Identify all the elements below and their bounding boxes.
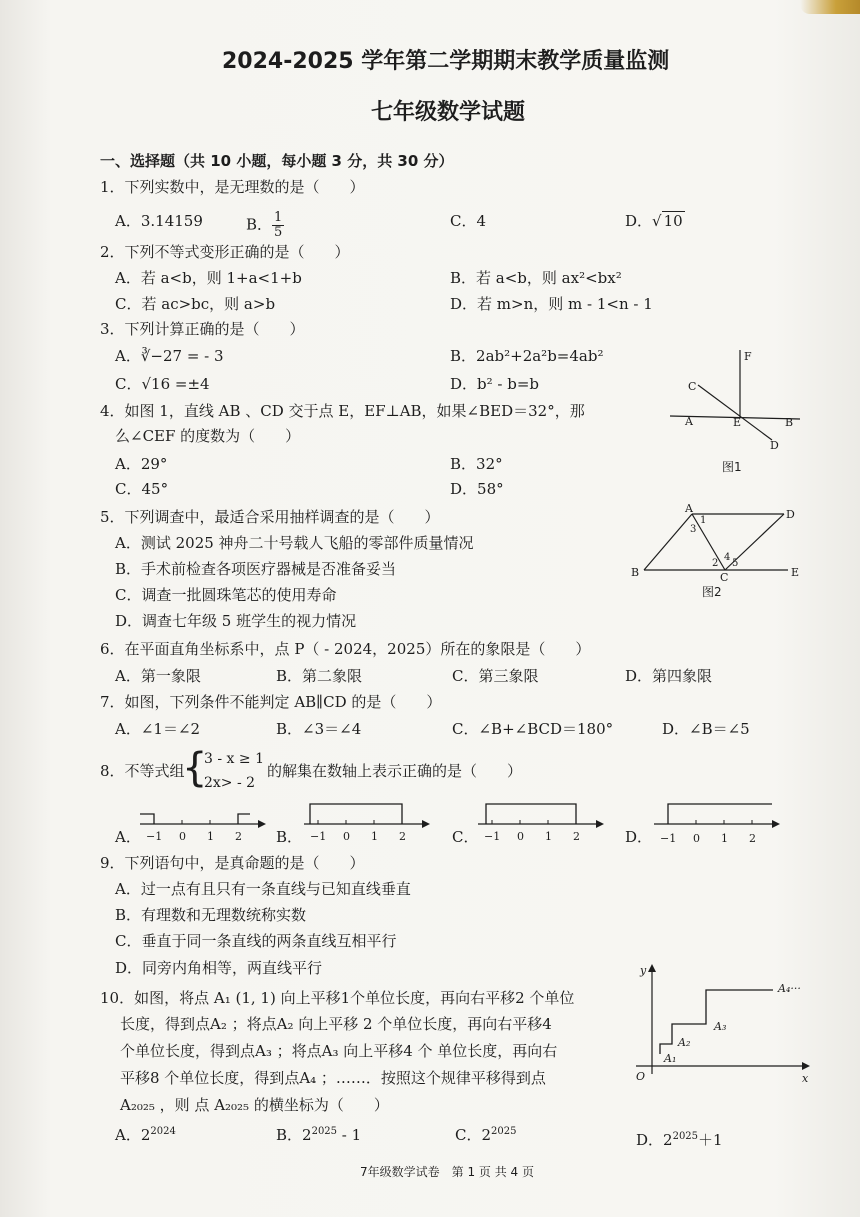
svg-text:0: 0: [693, 832, 700, 845]
fig1-label-F: F: [744, 350, 752, 363]
q6-option-c: C．第三象限: [452, 667, 539, 685]
page-footer: 7年级数学试卷 第 1 页 共 4 页: [360, 1165, 534, 1179]
q8-option-a: A．: [115, 828, 141, 846]
q8-numberline-b: [304, 800, 434, 848]
q8-numberline-a: [140, 800, 270, 848]
q10-fig-x-label: x: [802, 1072, 809, 1085]
q10-fig-y-label: y: [640, 964, 647, 977]
svg-text:−1: −1: [660, 832, 677, 845]
q3-stem: 3．下列计算正确的是（ ）: [100, 320, 305, 338]
q6-option-d: D．第四象限: [625, 667, 713, 685]
q4-option-b: B．32°: [450, 455, 503, 473]
fig2-label-A: A: [685, 502, 693, 515]
q10-line4: 平移8 个单位长度，得到点A₄ ；……．按照这个规律平移得到点: [120, 1069, 546, 1087]
svg-text:−1: −1: [146, 830, 163, 843]
q10-fig-A1: A₁: [664, 1052, 677, 1065]
q10-fig-origin: O: [636, 1070, 646, 1083]
fig1-label-C: C: [688, 380, 697, 393]
q7-stem: 7．如图，下列条件不能判定 AB∥CD 的是（ ）: [100, 693, 442, 711]
q10-line5: A₂₀₂₅ ，则 点 A₂₀₂₅ 的横坐标为（ ）: [120, 1096, 389, 1114]
q3-option-b: B．2ab²+2a²b=4ab²: [450, 347, 604, 365]
figure-1-diagram: [670, 345, 810, 475]
q3-option-c: C．√16 =±4: [115, 375, 210, 393]
svg-text:−1: −1: [484, 830, 501, 843]
q8-inequality-2: 2x> - 2: [204, 775, 256, 791]
svg-text:−1: −1: [310, 830, 327, 843]
fig1-label-E: E: [733, 416, 742, 429]
q8-inequality-1: 3 - x ≥ 1: [204, 751, 264, 767]
fig1-label-D: D: [770, 439, 779, 452]
q4-option-c: C．45°: [115, 480, 169, 498]
q9-option-d: D．同旁内角相等，两直线平行: [115, 959, 323, 977]
q1-option-c: C．4: [450, 212, 487, 230]
svg-text:0: 0: [517, 830, 524, 843]
q1-option-b: B． $\frac{1}{5}$: [246, 210, 283, 240]
q10-line2: 长度，得到点A₂ ；将点A₂ 向上平移 2 个单位长度，再向右平移4: [120, 1015, 552, 1033]
svg-text:1: 1: [371, 830, 378, 843]
fig2-label-E: E: [791, 566, 800, 579]
q3-option-a: A．∛−27 = - 3: [115, 347, 224, 365]
q10-coordinate-figure: [628, 962, 818, 1087]
fig2-angle-5: 5: [732, 558, 739, 569]
q4-stem-line1: 4．如图 1，直线 AB 、CD 交于点 E，EF⊥AB，如果∠BED＝32°，那: [100, 402, 585, 420]
q5-option-a: A．测试 2025 神舟二十号载人飞船的零部件质量情况: [115, 534, 474, 552]
fig2-angle-4: 4: [724, 552, 731, 563]
q5-option-b: B．手术前检查各项医疗器械是否准备妥当: [115, 560, 397, 578]
q6-option-a: A．第一象限: [115, 667, 201, 685]
q8-stem-prefix: 8．不等式组: [100, 762, 185, 780]
q8-numberline-d: [654, 800, 784, 848]
q6-option-b: B．第二象限: [276, 667, 363, 685]
page-corner-decoration: [800, 0, 860, 14]
fig2-caption: 图2: [702, 585, 722, 599]
q1-stem: 1．下列实数中，是无理数的是（ ）: [100, 178, 365, 196]
q2-option-b: B．若 a<b，则 ax²<bx²: [450, 269, 622, 287]
q8-option-d: D．: [625, 828, 653, 846]
svg-text:2: 2: [399, 830, 406, 843]
fig1-caption: 图1: [722, 460, 742, 474]
q2-option-a: A．若 a<b，则 1+a<1+b: [115, 269, 302, 287]
q2-option-d: D．若 m>n，则 m - 1<n - 1: [450, 295, 653, 313]
q4-option-d: D．58°: [450, 480, 504, 498]
q10-fig-A3: A₃: [714, 1020, 727, 1033]
fig2-angle-3: 3: [690, 524, 697, 535]
svg-text:0: 0: [343, 830, 350, 843]
q9-stem: 9．下列语句中，是真命题的是（ ）: [100, 854, 365, 872]
q4-stem-line2: 么∠CEF 的度数为（ ）: [115, 427, 301, 445]
q10-line1: 10．如图，将点 A₁ (1, 1) 向上平移1个单位长度，再向右平移2 个单位: [100, 989, 575, 1007]
q5-option-d: D．调查七年级 5 班学生的视力情况: [115, 612, 357, 630]
fig1-label-A: A: [685, 415, 693, 428]
section-heading: 一、选择题（共 10 小题，每小题 3 分，共 30 分）: [100, 152, 454, 170]
fig2-angle-1: 1: [700, 515, 707, 526]
q10-fig-A2: A₂: [678, 1036, 691, 1049]
svg-text:2: 2: [749, 832, 756, 845]
svg-text:1: 1: [721, 832, 728, 845]
q1-option-a: A．3.14159: [115, 212, 203, 230]
q2-stem: 2．下列不等式变形正确的是（ ）: [100, 243, 350, 261]
q7-option-d: D．∠B＝∠5: [662, 720, 750, 738]
q10-option-b: B．$2^{2025} - 1$: [276, 1126, 362, 1144]
svg-text:2: 2: [235, 830, 242, 843]
q8-option-b: B．: [276, 828, 303, 846]
svg-text:1: 1: [545, 830, 552, 843]
q8-stem-suffix: 的解集在数轴上表示正确的是（ ）: [267, 762, 523, 780]
q4-option-a: A．29°: [115, 455, 168, 473]
q10-option-a: A．$2^{2024}$: [115, 1126, 176, 1144]
q2-option-c: C．若 ac>bc，则 a>b: [115, 295, 276, 313]
q3-option-d: D．b² - b=b: [450, 375, 540, 393]
q6-stem: 6．在平面直角坐标系中，点 P（ - 2024，2025）所在的象限是（ ）: [100, 640, 591, 658]
q1-option-d: D．√ 10: [625, 212, 683, 230]
svg-text:1: 1: [207, 830, 214, 843]
q7-option-a: A．∠1＝∠2: [115, 720, 201, 738]
q10-option-c: C．$2^{2025}$: [455, 1126, 517, 1144]
fig2-label-D: D: [786, 508, 795, 521]
q9-option-b: B．有理数和无理数统称实数: [115, 906, 307, 924]
svg-text:0: 0: [179, 830, 186, 843]
exam-subtitle: 七年级数学试题: [371, 100, 526, 125]
fig2-label-B: B: [631, 566, 640, 579]
q10-line3: 个单位长度，得到点A₃ ；将点A₃ 向上平移4 个 单位长度，再向右: [120, 1042, 558, 1060]
q7-option-c: C．∠B+∠BCD＝180°: [452, 720, 614, 738]
fig1-label-B: B: [785, 416, 794, 429]
q9-option-a: A．过一点有且只有一条直线与已知直线垂直: [115, 880, 411, 898]
exam-title: 2024-2025 学年第二学期期末教学质量监测: [222, 49, 670, 74]
q10-fig-A4: A₄···: [778, 982, 801, 995]
q10-option-d: D．$2^{2025}+1$: [636, 1131, 723, 1149]
q5-option-c: C．调查一批圆珠笔芯的使用寿命: [115, 586, 337, 604]
fig2-angle-2: 2: [712, 558, 719, 569]
figure-2-diagram: [628, 502, 808, 612]
svg-text:2: 2: [573, 830, 580, 843]
q8-system-brace: {: [182, 745, 208, 791]
fig2-label-C: C: [720, 571, 729, 584]
q7-option-b: B．∠3＝∠4: [276, 720, 362, 738]
q9-option-c: C．垂直于同一条直线的两条直线互相平行: [115, 932, 397, 950]
q8-option-c: C．: [452, 828, 479, 846]
q5-stem: 5．下列调查中，最适合采用抽样调查的是（ ）: [100, 508, 440, 526]
q8-numberline-c: [478, 800, 608, 848]
